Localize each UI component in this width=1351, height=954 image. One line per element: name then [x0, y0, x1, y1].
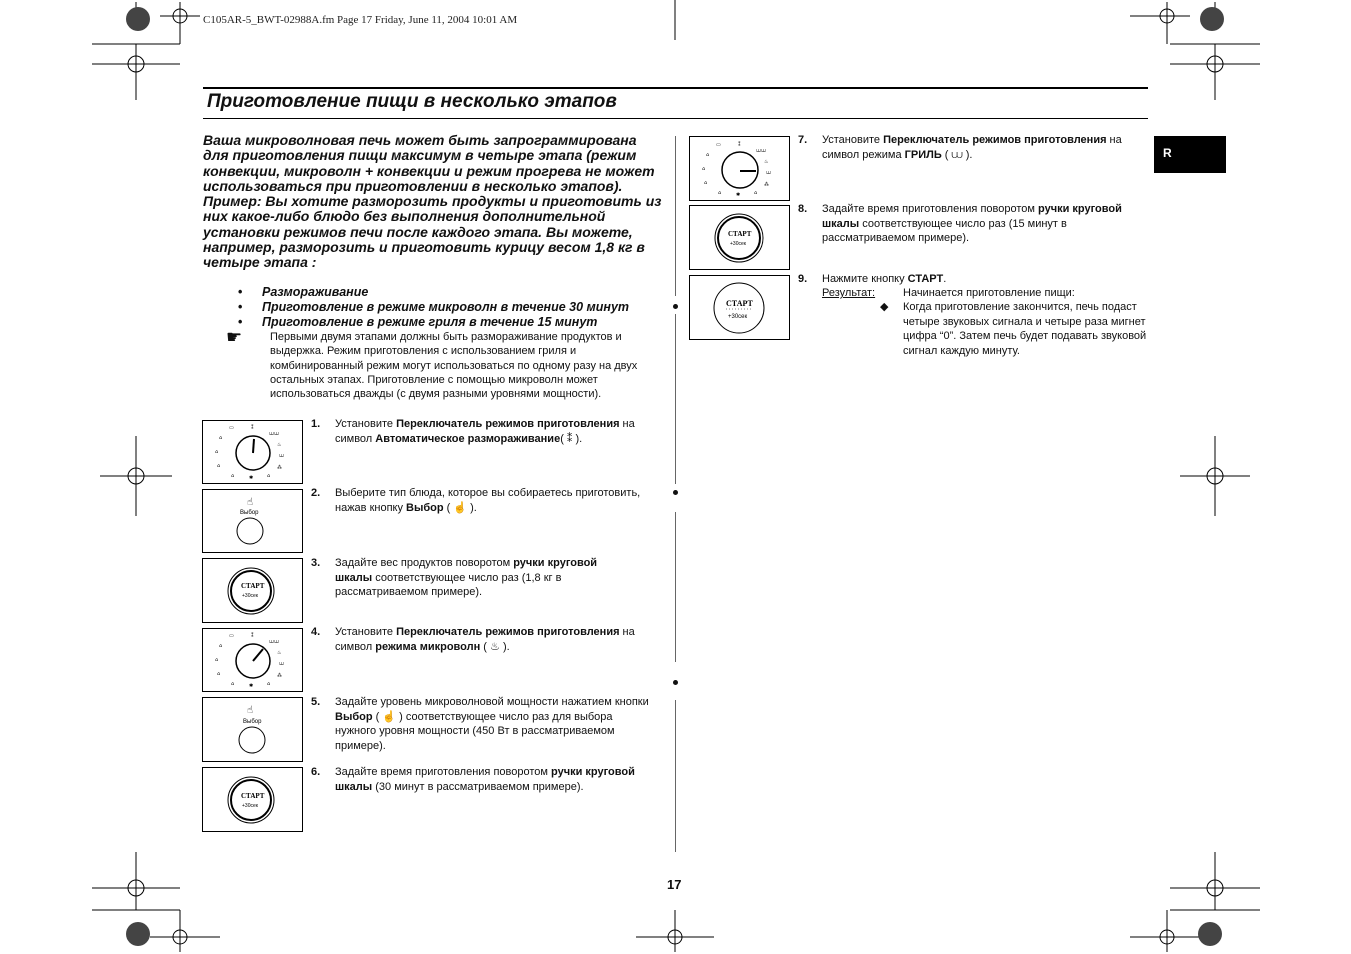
svg-text:⌂: ⌂	[217, 463, 221, 469]
svg-text:☝: ☝	[247, 497, 254, 508]
svg-text:⌂: ⌂	[219, 643, 223, 649]
divider-dot	[673, 680, 678, 685]
svg-text:⩊: ⩊	[279, 661, 285, 667]
step-4: 4. Установите Переключатель режимов приготовления на символ режима микроволн ( ♨ ).	[311, 626, 635, 653]
svg-text:⌂: ⌂	[706, 152, 710, 158]
start-label: СТАРТ	[728, 230, 752, 238]
page-title: Приготовление пищи в несколько этапов	[207, 91, 617, 112]
step-9: 9. Нажмите кнопку СТАРТ.	[798, 273, 947, 285]
page-number: 17	[667, 877, 682, 892]
svg-text:♨: ♨	[277, 442, 282, 448]
select-label: Выбор	[240, 510, 259, 516]
svg-text:⌂: ⌂	[231, 473, 235, 479]
svg-text:⌂: ⌂	[215, 449, 219, 455]
step-number: 7.	[798, 134, 808, 146]
intro-paragraph: Ваша микроволновая печь может быть запрограммирована для приготовления пищи максимум в четыре этапа (режим конвекции, микроволн + конвекции и режим прогрева не может использоваться при приготовлении в несколько этапов). Пример: Вы хотите разморозить продукты и приготовить из них какое-либо блюдо без выполнения дополнительной установки режимов печи после каждого этапа. Вы можете, например, разморозить и приготовить курицу весом 1,8 кг в четыре этапа :	[203, 132, 662, 271]
stage-list	[238, 285, 668, 330]
list-item: • Приготовление в режиме гриля в течение 15 минут	[238, 315, 668, 330]
svg-text:⩊⩊: ⩊⩊	[269, 431, 280, 437]
plus30-label: +30сек	[242, 593, 258, 599]
pointing-hand-note-icon: ☛	[226, 327, 243, 347]
title-top-rule	[203, 87, 1148, 89]
svg-text:⌂: ⌂	[718, 190, 722, 196]
svg-text:⁂: ⁂	[277, 673, 282, 679]
start-label: СТАРТ	[241, 792, 265, 800]
start-dial-figure	[202, 767, 303, 832]
start-label: СТАРТ	[726, 299, 753, 308]
start-button-figure	[689, 275, 790, 340]
plus30-label: +30сек	[730, 241, 746, 247]
svg-text:⁑: ⁑	[738, 142, 741, 148]
svg-text:⩊: ⩊	[279, 453, 285, 459]
select-button-figure	[202, 489, 303, 553]
svg-text:⌂: ⌂	[754, 190, 758, 196]
step-6: 6. Задайте время приготовления поворотом ручки круговой шкалы (30 минут в рассматриваемом примере).	[311, 766, 635, 793]
step-number: 5.	[311, 696, 321, 708]
mode-dial-figure	[689, 136, 790, 201]
svg-text:⌂: ⌂	[267, 681, 271, 687]
svg-text:⁑: ⁑	[251, 425, 254, 431]
svg-text:⌂: ⌂	[231, 681, 235, 687]
step-number: 9.	[798, 273, 808, 285]
svg-text:⩊⩊: ⩊⩊	[756, 148, 767, 154]
step-number: 1.	[311, 418, 321, 430]
svg-text:⁑: ⁑	[251, 633, 254, 639]
start-label: СТАРТ	[241, 582, 265, 590]
svg-text:⌂: ⌂	[215, 657, 219, 663]
svg-text:✱: ✱	[249, 475, 254, 481]
svg-text:⁂: ⁂	[277, 465, 282, 471]
mode-dial-figure	[202, 420, 303, 484]
plus30-label: +30сек	[242, 803, 258, 809]
start-dial-figure	[202, 558, 303, 623]
select-label: Выбор	[243, 719, 262, 725]
step-1: 1. Установите Переключатель режимов приготовления на символ Автоматическое размораживание( ⁑ ).	[311, 418, 635, 445]
result-text: Начинается приготовление пищи:	[903, 287, 1075, 299]
svg-text:⩊⩊: ⩊⩊	[269, 639, 280, 645]
svg-text:♨: ♨	[764, 159, 769, 165]
result-block	[822, 286, 1152, 301]
step-number: 8.	[798, 203, 808, 215]
svg-text:♨: ♨	[277, 650, 282, 656]
mode-dial-figure	[202, 628, 303, 692]
svg-text:▭: ▭	[716, 142, 721, 148]
divider-dot	[673, 490, 678, 495]
column-divider	[675, 136, 676, 296]
diamond-bullet-icon: ◆	[880, 301, 889, 313]
list-item: • Размораживание	[238, 285, 668, 300]
step-number: 2.	[311, 487, 321, 499]
column-divider	[675, 700, 676, 852]
svg-text:⌂: ⌂	[702, 166, 706, 172]
svg-text:✱: ✱	[249, 683, 254, 689]
note-paragraph: Первыми двумя этапами должны быть размораживание продуктов и выдержка. Режим приготовления с использованием гриля и комбинированный режим могут использоваться по одному разу на двух остальных этапах. Приготовление с помощью микроволн может использоваться дважды (с двумя разными уровнями мощности).	[270, 331, 638, 401]
step-2: 2. Выберите тип блюда, которое вы собираетесь приготовить, нажав кнопку Выбор ( ☝ ).	[311, 487, 641, 514]
step-number: 3.	[311, 557, 321, 569]
plus30-label: +30сек	[728, 314, 748, 320]
svg-text:✱: ✱	[736, 192, 741, 198]
step-5: 5. Задайте уровень микроволновой мощности нажатием кнопки Выбор ( ☝ ) соответствующее число раз для выбора нужного уровня мощности (450 Вт в рассматриваемом примере).	[311, 696, 649, 752]
file-header-note: C105AR-5_BWT-02988A.fm Page 17 Friday, June 11, 2004 10:01 AM	[203, 14, 518, 26]
divider-dot	[673, 304, 678, 309]
svg-text:⌂: ⌂	[219, 435, 223, 441]
svg-text:⌂: ⌂	[217, 671, 221, 677]
step-number: 6.	[311, 766, 321, 778]
list-item: • Приготовление в режиме микроволн в течение 30 минут	[238, 300, 668, 315]
column-divider	[675, 512, 676, 662]
result-detail: Когда приготовление закончится, печь подаст четыре звуковых сигнала и четыре раза мигнет цифра “0”. Затем печь будет подавать звуковой сигнал каждую минуту.	[903, 301, 1147, 357]
svg-text:⌂: ⌂	[704, 180, 708, 186]
title-bottom-rule	[203, 118, 1148, 119]
select-button-figure	[202, 697, 303, 762]
column-divider	[675, 314, 676, 484]
result-label: Результат:	[822, 287, 876, 299]
svg-text:⌂: ⌂	[267, 473, 271, 479]
step-3: 3. Задайте вес продуктов поворотом ручки круговой шкалы соответствующее число раз (1,8 кг в рассматриваемом примере).	[311, 557, 598, 598]
step-8: 8. Задайте время приготовления поворотом ручки круговой шкалы соответствующее число раз (15 минут в рассматриваемом примере).	[798, 203, 1122, 244]
svg-text:⁂: ⁂	[764, 182, 769, 188]
svg-text:▭: ▭	[229, 425, 234, 431]
language-tab-label: R	[1163, 146, 1172, 160]
start-dial-figure	[689, 205, 790, 270]
svg-text:☝: ☝	[247, 705, 254, 716]
step-7: 7. Установите Переключатель режимов приготовления на символ режима ГРИЛЬ ( ⩊ ).	[798, 134, 1122, 161]
svg-text:▭: ▭	[229, 633, 234, 639]
step-number: 4.	[311, 626, 321, 638]
language-tab	[1154, 136, 1226, 173]
svg-text:⩊: ⩊	[766, 170, 772, 176]
